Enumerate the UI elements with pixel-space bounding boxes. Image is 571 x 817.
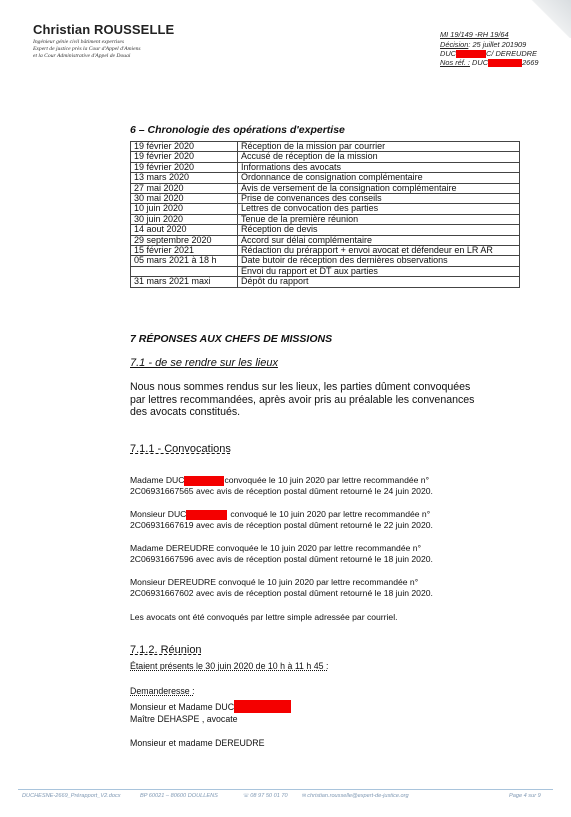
case-reference: MI 19/149 -RH 19/64 [440,30,509,39]
chronology-date-cell: 19 février 2020 [131,152,238,162]
footer-phone [243,793,288,799]
convocation-2-text: convoqué le 10 juin 2020 par lettre recommandée n° [230,509,431,519]
chronology-event-cell: Accusé de réception de la mission [238,152,520,162]
chronology-event-cell: Lettres de convocation des parties [238,204,520,214]
chronology-date-cell: 15 février 2021 [131,246,238,256]
section-7-1-heading: 7.1 - de se rendre sur les lieux [130,357,278,369]
convocation-1-text: convoquée le 10 juin 2020 par lettre recommandée n° [224,475,430,485]
decision-line [440,40,526,49]
parties-line [440,49,537,58]
chronology-date-cell [131,266,238,276]
section-6-heading: 6 – Chronologie des opérations d'expertise [130,124,345,136]
table-row [131,225,520,235]
table-row [131,277,520,287]
convocation-4 [130,577,433,599]
section-7-heading: 7 RÉPONSES AUX CHEFS DE MISSIONS [130,333,333,345]
table-row [131,214,520,224]
chronology-table [130,141,520,288]
chronology-date-cell: 30 mai 2020 [131,194,238,204]
our-reference-line [440,58,539,67]
section-7-1-2-heading: 7.1.2. Réunion [130,644,202,656]
folded-corner [529,0,571,38]
expert-title-line-2: Expert de justice près la Cour d'Appel d'Amiens [33,46,141,52]
table-row [131,204,520,214]
claimant-1-name: Monsieur et Madame DUC [130,702,235,712]
convocation-1 [130,475,433,497]
chronology-event-cell: Date butoir de réception des dernières observations [238,256,520,266]
convocation-2 [130,509,433,531]
claimant-lawyer: Maître DEHASPE , avocate [130,714,238,724]
redaction-mark [186,510,227,520]
site-visit-paragraph: Nous nous sommes rendus sur les lieux, les parties dûment convoquées par lettres recommandées, après avoir pris au préalable les convenances des avocats constitués. [130,381,475,419]
our-reference-right: 2669 [522,58,539,67]
redaction-mark [184,476,224,486]
expert-title-line-3: et la Cour Administrative d'Appel de Douai [33,53,131,59]
redaction-mark [488,59,522,67]
phone-icon: ☏ [243,793,250,799]
chronology-event-cell: Accord sur délai complémentaire [238,235,520,245]
convocation-2-line-2: 2C06931667619 avec avis de réception postal dûment retourné le 22 juin 2020. [130,520,433,531]
attendees-intro: Étaient présents le 30 juin 2020 de 10 h à 11 h 45 : [130,661,329,671]
table-row [131,194,520,204]
chronology-event-cell: Réception de la mission par courrier [238,142,520,152]
table-row [131,142,520,152]
email-icon: ✉ [302,793,307,799]
footer-address: BP 60021 – 80600 DOULLENS [140,793,218,799]
footer-email-text: christian.rousselle@expert-de-justice.org [307,793,409,799]
footer-phone-text: 08 97 50 01 70 [250,793,288,799]
our-reference-left: DUC [472,58,489,67]
decision-label: Décision [440,40,469,49]
chronology-date-cell: 19 février 2020 [131,162,238,172]
expert-name: Christian ROUSSELLE [33,22,175,37]
convocation-3 [130,543,433,565]
table-row [131,235,520,245]
lawyers-convocation-note: Les avocats ont été convoqués par lettre simple adressée par courriel. [130,612,398,622]
section-7-1-1-heading: 7.1.1 - Convocations [130,443,231,455]
footer-page-number: Page 4 sur 9 [509,793,541,799]
expert-title-line-1: Ingénieur génie civil bâtiment expertises [33,39,125,45]
chronology-event-cell: Avis de versement de la consignation complémentaire [238,183,520,193]
chronology-event-cell: Informations des avocats [238,162,520,172]
table-row [131,162,520,172]
parties-left: DUC [440,49,457,58]
our-reference-label: Nos réf. : [440,58,470,67]
chronology-date-cell: 27 mai 2020 [131,183,238,193]
chronology-date-cell: 14 aout 2020 [131,225,238,235]
chronology-event-cell: Réception de devis [238,225,520,235]
convocation-4-line-1: Monsieur DEREUDRE convoqué le 10 juin 2020 par lettre recommandée n° [130,577,419,587]
chronology-date-cell: 05 mars 2021 à 18 h [131,256,238,266]
chronology-event-cell: Envoi du rapport et DT aux parties [238,266,520,276]
table-row [131,246,520,256]
chronology-date-cell: 13 mars 2020 [131,173,238,183]
convocation-2-name: Monsieur DUC [130,509,187,519]
table-row [131,173,520,183]
chronology-event-cell: Prise de convenances des conseils [238,194,520,204]
chronology-event-cell: Dépôt du rapport [238,277,520,287]
chronology-date-cell: 10 juin 2020 [131,204,238,214]
redaction-mark [456,50,486,58]
chronology-event-cell: Ordonnance de consignation complémentaire [238,173,520,183]
parties-right: C/ DEREUDRE [486,49,537,58]
convocation-1-line-2: 2C06931667565 avec avis de réception postal dûment retourné le 24 juin 2020. [130,486,433,497]
chronology-date-cell: 31 mars 2021 maxi [131,277,238,287]
convocation-3-line-2: 2C06931667596 avec avis de réception postal dûment retourné le 18 juin 2020. [130,554,433,565]
chronology-date-cell: 19 février 2020 [131,142,238,152]
defendant-1: Monsieur et madame DEREUDRE [130,738,265,748]
claimant-1 [130,702,291,713]
chronology-event-cell: Tenue de la première réunion [238,214,520,224]
convocation-4-line-2: 2C06931667602 avec avis de réception postal dûment retourné le 18 juin 2020. [130,588,433,599]
decision-value: : 25 juillet 201909 [468,40,527,49]
convocation-1-name: Madame DUC [130,475,185,485]
chronology-date-cell: 30 juin 2020 [131,214,238,224]
table-row [131,266,520,276]
redaction-mark [234,700,291,713]
footer-filename: DUCHESNE-2669_Prérapport_V2.docx [22,793,121,799]
chronology-date-cell: 29 septembre 2020 [131,235,238,245]
chronology-event-cell: Rédaction du prérapport + envoi avocat et défendeur en LR AR [238,246,520,256]
footer-email [302,793,409,799]
table-row [131,183,520,193]
convocation-3-line-1: Madame DEREUDRE convoquée le 10 juin 2020 par lettre recommandée n° [130,543,422,553]
table-row [131,256,520,266]
table-row [131,152,520,162]
claimant-heading: Demanderesse : [130,686,195,696]
footer-rule [18,789,553,790]
